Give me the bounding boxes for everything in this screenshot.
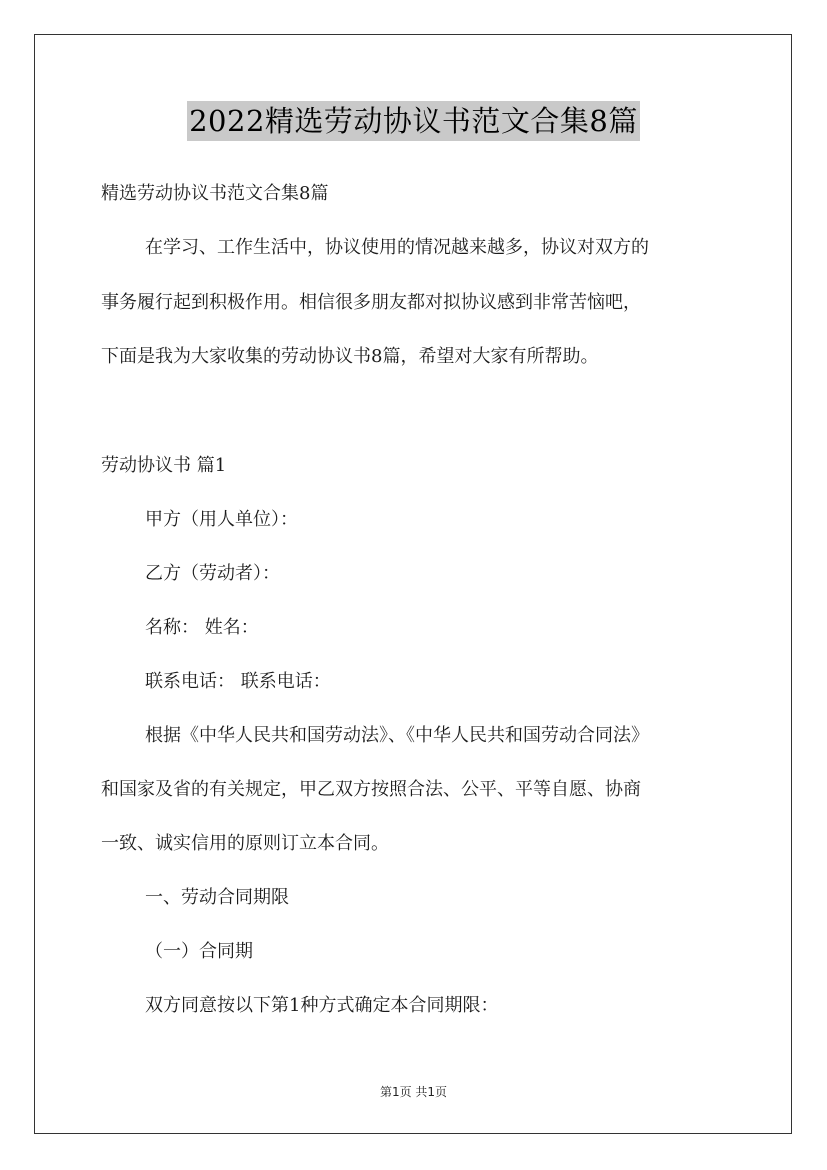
paragraph-line: 在学习、工作生活中，协议使用的情况越来越多，协议对双方的 — [145, 237, 649, 258]
name-line: 名称： 姓名： — [145, 617, 259, 638]
paragraph-line: 下面是我为大家收集的劳动协议书8篇，希望对大家有所帮助。 — [101, 346, 599, 367]
clause-heading: 一、劳动合同期限 — [145, 887, 289, 908]
party-a-line: 甲方（用人单位）： — [145, 509, 298, 530]
section-heading: 劳动协议书 篇1 — [101, 455, 227, 476]
paragraph-line: 和国家及省的有关规定，甲乙双方按照合法、公平、平等自愿、协商 — [101, 779, 641, 800]
party-b-line: 乙方（劳动者）： — [145, 563, 280, 584]
doc-subtitle: 精选劳动协议书范文合集8篇 — [101, 183, 329, 204]
clause-subheading: （一）合同期 — [145, 941, 253, 962]
paragraph-line: 事务履行起到积极作用。相信很多朋友都对拟协议感到非常苦恼吧， — [101, 292, 641, 313]
paragraph-line: 根据《中华人民共和国劳动法》、《中华人民共和国劳动合同法》 — [145, 725, 649, 746]
title-container — [0, 101, 827, 141]
paragraph-line: 双方同意按以下第1种方式确定本合同期限： — [145, 995, 499, 1016]
paragraph-line: 一致、诚实信用的原则订立本合同。 — [101, 833, 389, 854]
document-title: 2022精选劳动协议书范文合集8篇 — [187, 101, 640, 141]
phone-line: 联系电话： 联系电话： — [145, 671, 331, 692]
page-footer: 第1页 共1页 — [379, 1085, 448, 1099]
